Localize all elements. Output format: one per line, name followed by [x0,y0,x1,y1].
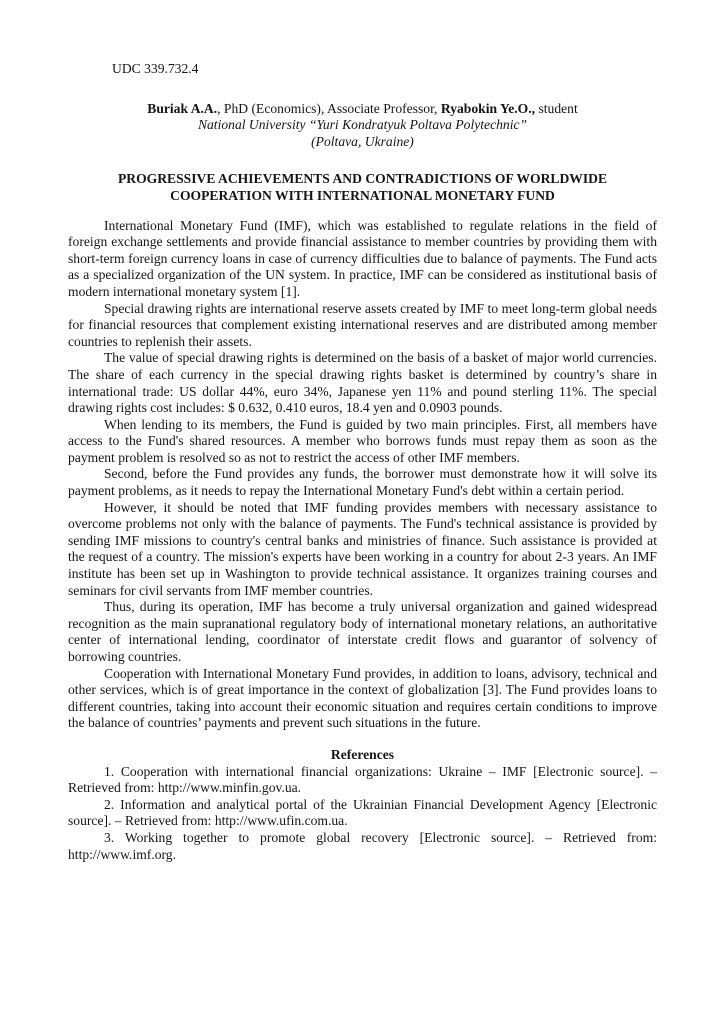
reference-item-2: 2. Information and analytical portal of the Ukrainian Financial Development Agency [Electronic source]. – Retrieved from: http://www.ufin.com.ua. [68,796,657,829]
reference-item-1: 1. Cooperation with international financial organizations: Ukraine – IMF [Electronic source]. – Retrieved from: http://www.minfin.gov.ua. [68,763,657,796]
paper-title: PROGRESSIVE ACHIEVEMENTS AND CONTRADICTIONS OF WORLDWIDE COOPERATION WITH INTERNATIONAL MONETARY FUND [117,171,608,203]
paragraph-universal-org: Thus, during its operation, IMF has become a truly universal organization and gained widespread recognition as the main supranational regulatory body of international monetary relations, an authoritative center of international lending, coordinator of interstate credit flows and guarantor of solvency of borrowing countries. [68,599,657,664]
paragraph-technical-assist: However, it should be noted that IMF funding provides members with necessary assistance to overcome problems not only with the balance of payments. The Fund's technical assistance is provided by sending IMF missions to country's central banks and ministries of finance. Such assistance is provided at the request of a country. The mission's experts have been working in a country for about 2-3 years. An IMF institute has been set up in Washington to provide technical assistance. It organizes training courses and seminars for civil servants from IMF member countries. [68,499,657,598]
affiliation: National University “Yuri Kondratyuk Poltava Polytechnic” [197,117,528,133]
author-2-role: student [535,100,578,116]
paragraph-imf-intro: International Monetary Fund (IMF), which was established to regulate relations in the field of foreign exchange settlements and provide financial assistance to member countries by providing them with short-term foreign currency loans in case of currency difficulties due to balance of payments. The Fund acts as a specialized organization of the UN system. In practice, IMF can be considered as institutional basis of modern international monetary system [1]. [68,217,657,299]
paragraph-sdr-basket: The value of special drawing rights is determined on the basis of a basket of major world currencies. The share of each currency in the special drawing rights basket is determined by country’s share in international trade: US dollar 44%, euro 34%, Japanese yen 11% and pound sterling 11%. The special drawing rights cost includes: $ 0.632, 0.410 euros, 18.4 yen and 0.0903 pounds. [68,350,657,416]
author-1-name: Buriak A.A. [147,100,218,116]
author-2-name: Ryabokin Ye.O., [440,100,536,116]
references-heading: References [330,746,395,762]
paragraph-lending-second: Second, before the Fund provides any funds, the borrower must demonstrate how it will solve its payment problems, as it needs to repay the International Monetary Fund's debt within a certain period. [68,466,657,499]
paragraph-sdr-definition: Special drawing rights are international reserve assets created by IMF to meet long-term global needs for financial resources that complement existing international reserves and are distributed among member countries to replenish their assets. [68,300,657,349]
udc-code: UDC 339.732.4 [112,61,199,76]
paragraph-cooperation: Cooperation with International Monetary Fund provides, in addition to loans, advisory, technical and other services, which is of great importance in the context of globalization [3]. The Fund provides loans to different countries, taking into account their economic situation and requires certain conditions to improve the balance of countries’ payments and prevent such situations in the future. [68,665,657,731]
author-1-degree: , PhD (Economics), Associate Professor, [217,100,441,116]
reference-item-3: 3. Working together to promote global recovery [Electronic source]. – Retrieved from: http://www.imf.org. [68,829,657,862]
paragraph-lending-first: When lending to its members, the Fund is guided by two main principles. First, all members have access to the Fund's shared resources. A member who borrows funds must repay them as soon as the payment problem is resolved so as not to restrict the access of other IMF members. [68,416,657,465]
author-line [68,101,657,118]
affiliation-location: (Poltava, Ukraine) [311,133,414,149]
